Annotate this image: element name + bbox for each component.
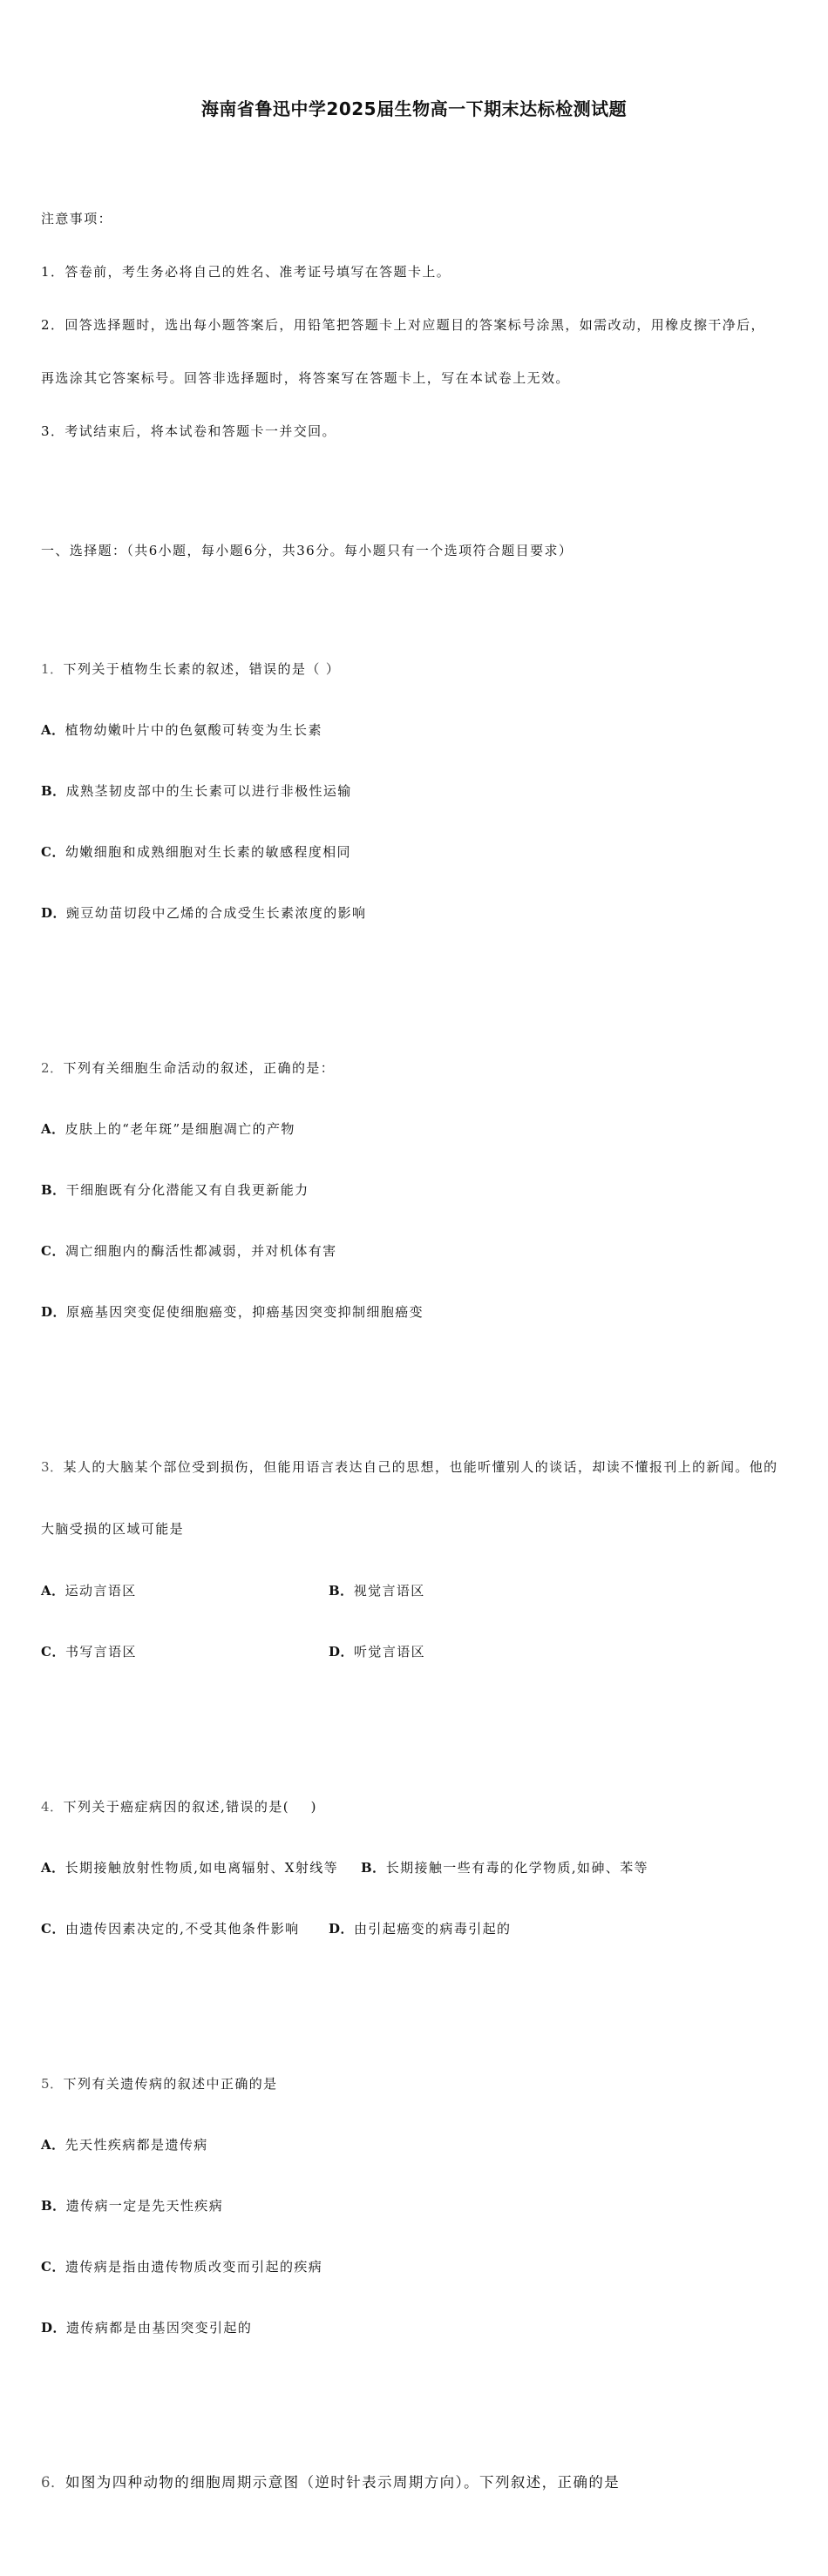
- question-stem-text: 下列有关细胞生命活动的叙述，正确的是：: [63, 1060, 336, 1076]
- option-b: [41, 1175, 791, 1205]
- question-number: 2．: [41, 1060, 64, 1076]
- question-number: 5．: [41, 2076, 64, 2092]
- option-letter: D．: [41, 905, 67, 921]
- option-letter: C．: [41, 1921, 65, 1937]
- option-letter: C．: [41, 1644, 65, 1660]
- notice-heading: 注意事项：: [41, 211, 113, 226]
- question-stem: [41, 654, 791, 684]
- option-b: [329, 1576, 791, 1606]
- notice-block: [41, 177, 791, 474]
- option-a: [41, 1853, 361, 1883]
- option-letter: B．: [329, 1583, 354, 1599]
- option-letter: A．: [41, 1121, 65, 1137]
- question-5: [41, 2038, 791, 2374]
- option-c: [41, 837, 791, 867]
- question-stem: [41, 2069, 791, 2099]
- option-text: 由遗传因素决定的,不受其他条件影响: [64, 1921, 300, 1937]
- option-text: 遗传病是指由遗传物质改变而引起的疾病: [64, 2259, 323, 2275]
- option-a: [41, 1576, 329, 1606]
- notice-item-3: 3．考试结束后，将本试卷和答题卡一并交回。: [41, 423, 336, 439]
- option-b: [41, 776, 791, 806]
- option-text: 运动言语区: [64, 1583, 137, 1599]
- option-d: [329, 1637, 791, 1667]
- option-letter: D．: [329, 1921, 355, 1937]
- option-text: 皮肤上的“老年斑”是细胞凋亡的产物: [64, 1121, 295, 1137]
- option-text: 原癌基因突变促使细胞癌变，抑癌基因突变抑制细胞癌变: [66, 1304, 424, 1320]
- option-c: [41, 1914, 329, 1944]
- option-c: [41, 2252, 791, 2282]
- question-number: 6．: [41, 2474, 65, 2491]
- option-text: 长期接触放射性物质,如电离辐射、X射线等: [64, 1860, 339, 1876]
- option-letter: A．: [41, 1583, 65, 1599]
- option-letter: D．: [41, 2320, 67, 2336]
- question-stem: [41, 1792, 791, 1822]
- option-text: 视觉言语区: [353, 1583, 425, 1599]
- option-row: [41, 1576, 791, 1606]
- option-row: [41, 1637, 791, 1667]
- question-4: [41, 1761, 791, 1975]
- option-letter: A．: [41, 1860, 65, 1876]
- question-number: 4．: [41, 1799, 64, 1815]
- option-text: 豌豆幼苗切段中乙烯的合成受生长素浓度的影响: [66, 905, 367, 921]
- option-letter: D．: [329, 1644, 355, 1660]
- option-text: 遗传病都是由基因突变引起的: [66, 2320, 253, 2336]
- option-letter: B．: [41, 1182, 66, 1198]
- option-c: [41, 1236, 791, 1266]
- question-stem-text: 如图为四种动物的细胞周期示意图（逆时针表示周期方向）。下列叙述，正确的是: [65, 2474, 621, 2491]
- option-text: 书写言语区: [64, 1644, 137, 1660]
- exam-content: [41, 130, 791, 2576]
- option-text: 植物幼嫩叶片中的色氨酸可转变为生长素: [64, 722, 322, 738]
- question-stem-text: 下列关于植物生长素的叙述，错误的是（ ）: [63, 661, 341, 677]
- notice-item-2-continued: 再选涂其它答案标号。回答非选择题时，将答案写在答题卡上，写在本试卷上无效。: [41, 370, 570, 386]
- option-letter: C．: [41, 2259, 65, 2275]
- option-a: [41, 2130, 791, 2160]
- option-text: 遗传病一定是先天性疾病: [65, 2198, 224, 2214]
- option-d: [41, 898, 791, 928]
- option-b: [41, 2191, 791, 2221]
- option-b: [361, 1853, 791, 1883]
- exam-title: 海南省鲁迅中学2025届生物高一下期末达标检测试题: [200, 98, 628, 119]
- option-letter: C．: [41, 1243, 65, 1259]
- option-text: 干细胞既有分化潜能又有自我更新能力: [65, 1182, 309, 1198]
- question-3: [41, 1421, 791, 1698]
- option-d: [41, 2313, 791, 2343]
- option-text: 由引起癌变的病毒引起的: [354, 1921, 512, 1937]
- question-6: [41, 2437, 791, 2529]
- option-letter: D．: [41, 1304, 67, 1320]
- question-1: [41, 623, 791, 959]
- option-letter: B．: [41, 783, 66, 799]
- option-row: [41, 1914, 791, 1944]
- notice-item-1: 1．答卷前，考生务必将自己的姓名、准考证号填写在答题卡上。: [41, 264, 451, 280]
- section-heading: 一、选择题：（共6小题，每小题6分，共36分。每小题只有一个选项符合题目要求）: [41, 543, 573, 558]
- option-row: [41, 1853, 791, 1883]
- option-c: [41, 1637, 329, 1667]
- question-stem: [41, 1452, 791, 1482]
- option-a: [41, 715, 791, 745]
- question-stem-text: 下列关于癌症病因的叙述,错误的是( ): [63, 1799, 317, 1815]
- option-text: 听觉言语区: [354, 1644, 426, 1660]
- option-text: 凋亡细胞内的酶活性都减弱，并对机体有害: [64, 1243, 337, 1259]
- option-text: 长期接触一些有毒的化学物质,如砷、苯等: [385, 1860, 649, 1876]
- question-stem-text: 某人的大脑某个部位受到损伤，但能用语言表达自己的思想，也能听懂别人的谈话，却读不懂报刊上的新闻。他的: [63, 1459, 778, 1475]
- option-d: [329, 1914, 791, 1944]
- option-a: [41, 1114, 791, 1144]
- option-text: 幼嫩细胞和成熟细胞对生长素的敏感程度相同: [64, 844, 351, 860]
- question-stem: [41, 2468, 791, 2498]
- question-number: 1．: [41, 661, 64, 677]
- option-text: 先天性疾病都是遗传病: [64, 2137, 208, 2153]
- option-letter: B．: [361, 1860, 386, 1876]
- option-letter: A．: [41, 722, 65, 738]
- question-stem-continued: 大脑受损的区域可能是: [41, 1521, 185, 1537]
- question-stem: [41, 1053, 791, 1083]
- option-letter: B．: [41, 2198, 66, 2214]
- question-number: 3．: [41, 1459, 64, 1475]
- question-stem-text: 下列有关遗传病的叙述中正确的是: [63, 2076, 278, 2092]
- option-letter: A．: [41, 2137, 65, 2153]
- option-text: 成熟茎韧皮部中的生长素可以进行非极性运输: [65, 783, 352, 799]
- question-2: [41, 1022, 791, 1358]
- option-d: [41, 1297, 791, 1327]
- option-letter: C．: [41, 844, 65, 860]
- notice-item-2: 2．回答选择题时，选出每小题答案后，用铅笔把答题卡上对应题目的答案标号涂黑，如需改动，用橡皮擦干净后，: [41, 317, 765, 333]
